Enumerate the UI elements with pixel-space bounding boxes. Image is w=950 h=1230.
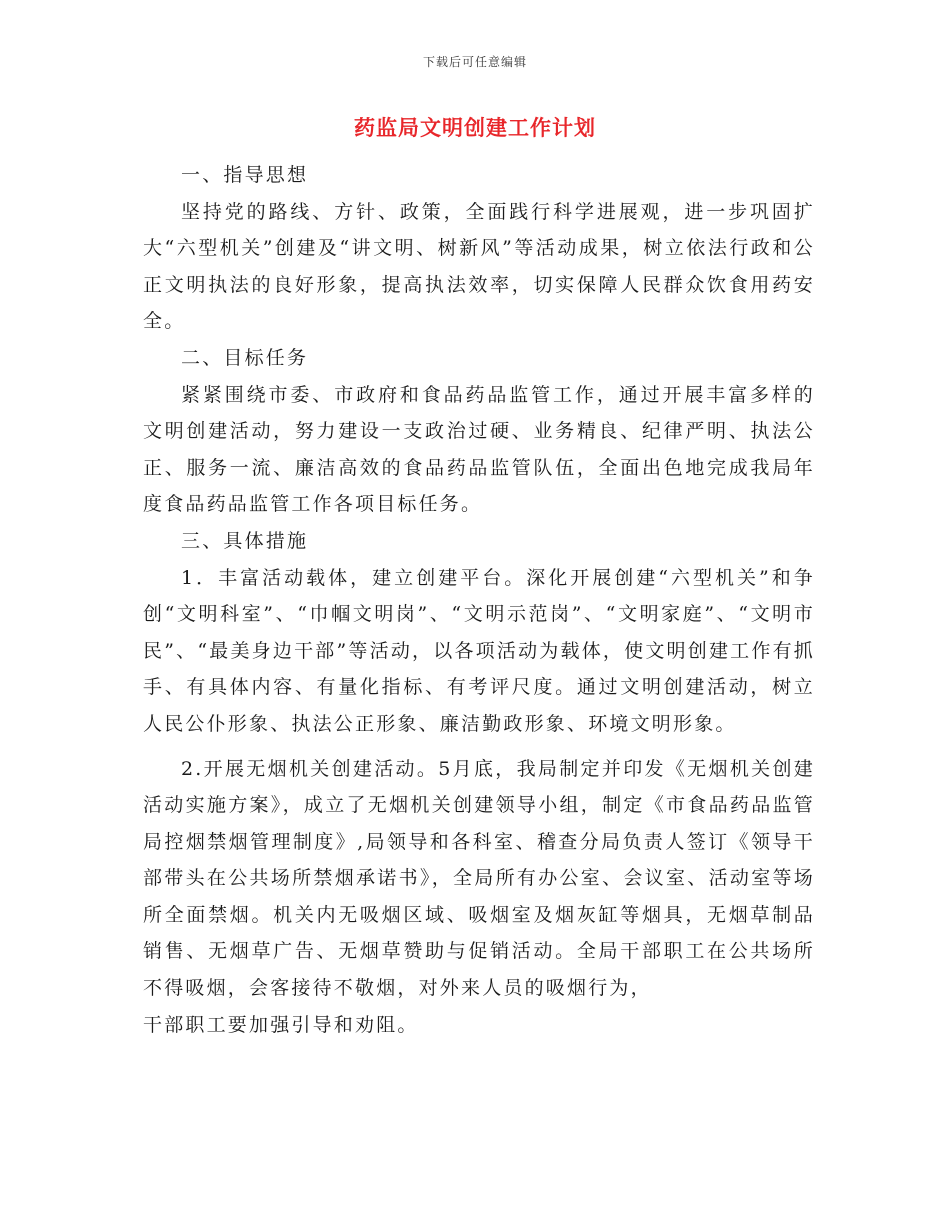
paragraph-measure-1: 1．丰富活动载体，建立创建平台。深化开展创建“六型机关”和争创“文明科室”、“巾帼文明岗”、“文明示范岗”、“文明家庭”、“文明市民”、“最美身边干部”等活动，以各项活动为载体，使文明创建工作有抓手、有具体内容、有量化指标、有考评尺度。通过文明创建活动，树立人民公仆形象、执法公正形象、廉洁勤政形象、环境文明形象。 (143, 566, 815, 735)
page-header-note: 下载后可任意编辑 (422, 55, 527, 69)
paragraph-goals: 紧紧围绕市委、市政府和食品药品监管工作，通过开展丰富多样的文明创建活动，努力建设一支政治过硬、业务精良、纪律严明、执法公正、服务一流、廉洁高效的食品药品监管队伍，全面出色地完成我局年度食品药品监管工作各项目标任务。 (143, 383, 815, 516)
document-title: 药监局文明创建工作计划 (354, 115, 596, 140)
paragraph-measure-2-continued: 干部职工要加强引导和劝阻。 (143, 1013, 419, 1036)
document-body (143, 157, 815, 1043)
section-heading-measures: 三、具体措施 (181, 529, 309, 552)
paragraph-measure-2: 2.开展无烟机关创建活动。5月底，我局制定并印发《无烟机关创建活动实施方案》，成立了无烟机关创建领导小组，制定《市食品药品监管局控烟禁烟管理制度》,局领导和各科室、稽查分局负责人签订《领导干部带头在公共场所禁烟承诺书》，全局所有办公室、会议室、活动室等场所全面禁烟。机关内无吸烟区域、吸烟室及烟灰缸等烟具，无烟草制品销售、无烟草广告、无烟草赞助与促销活动。全局干部职工在公共场所不得吸烟，会客接待不敬烟，对外来人员的吸烟行为， (143, 757, 815, 1000)
paragraph-guiding-thought: 坚持党的路线、方针、政策，全面践行科学进展观，进一步巩固扩大“六型机关”创建及“讲文明、树新风”等活动成果，树立依法行政和公正文明执法的良好形象，提高执法效率，切实保障人民群众饮食用药安全。 (143, 200, 815, 333)
section-heading-goals: 二、目标任务 (181, 346, 309, 369)
section-heading-guiding-thought: 一、指导思想 (181, 164, 309, 186)
